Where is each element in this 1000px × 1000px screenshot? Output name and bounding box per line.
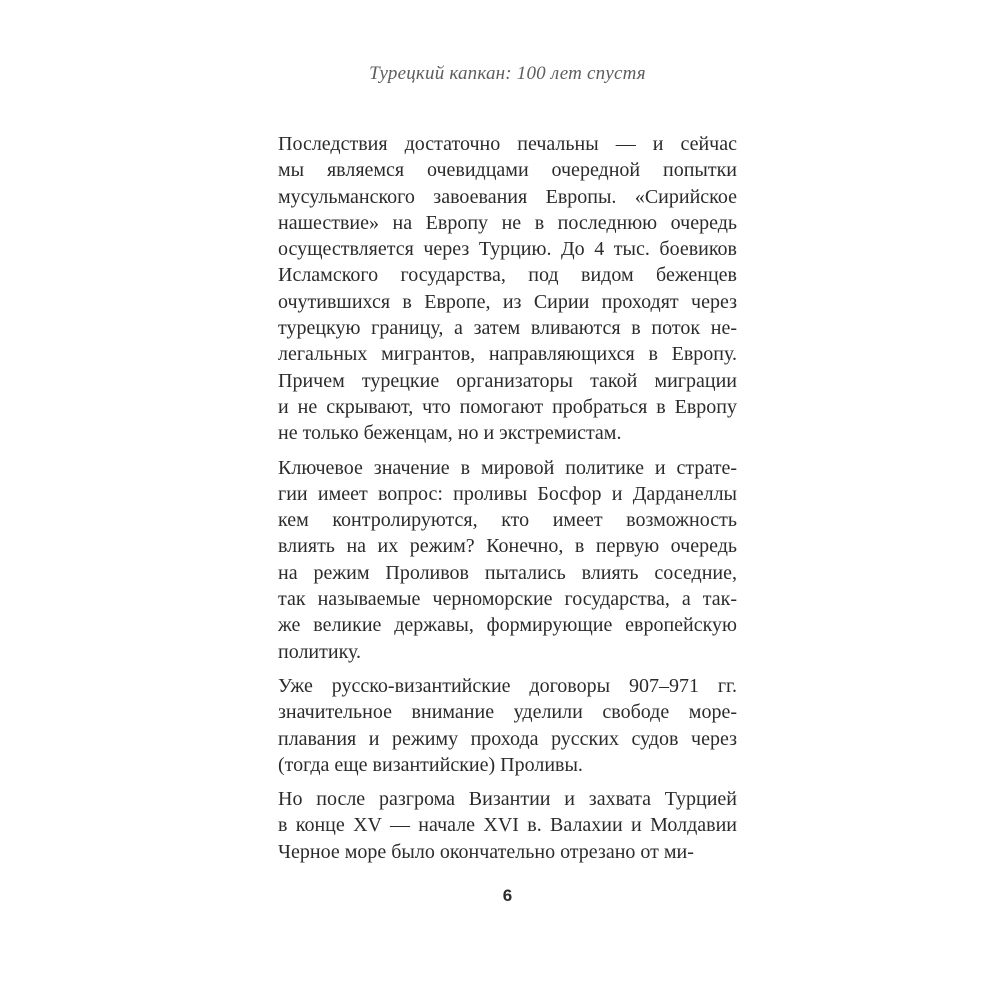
text-line: мы являемся очевидцами очередной попытки: [278, 159, 737, 182]
text-line: же великие державы, формирующие европейскую: [278, 614, 737, 637]
text-block: [278, 131, 737, 873]
text-line: и не скрывают, что помогают пробраться в Европу: [278, 395, 737, 418]
text-line: кем контролируются, кто имеет возможность: [278, 509, 737, 532]
text-line: легальных мигрантов, направляющихся в Европу.: [278, 343, 737, 366]
text-line: влиять на их режим? Конечно, в первую очередь: [278, 535, 737, 558]
text-line: Ключевое значение в мировой политике и страте-: [278, 456, 737, 479]
text-line: Но после разгрома Византии и захвата Турцией: [278, 788, 737, 811]
text-line: не только беженцам, но и экстремистам.: [278, 422, 622, 445]
paragraph: [278, 455, 737, 665]
paragraph: [278, 673, 737, 778]
text-line: на режим Проливов пытались влиять соседние,: [278, 561, 737, 584]
text-line: Исламского государства, под видом беженцев: [278, 264, 737, 287]
text-line: так называемые черноморские государства, а так-: [278, 588, 737, 611]
paragraph: [278, 786, 737, 865]
text-line: Последствия достаточно печальны — и сейчас: [278, 133, 737, 155]
text-line: в конце XV — начале XVI в. Валахии и Молдавии: [278, 814, 737, 837]
text-line: (тогда еще византийские) Проливы.: [278, 753, 583, 776]
running-title: Турецкий капкан: 100 лет спустя: [369, 63, 646, 84]
paragraph: [278, 131, 737, 447]
text-line: гии имеет вопрос: проливы Босфор и Дарданеллы: [278, 482, 737, 505]
text-line: очутившихся в Европе, из Сирии проходят через: [278, 290, 737, 313]
text-line: значительное внимание уделили свободе море-: [278, 701, 737, 724]
text-line: политику.: [278, 640, 361, 663]
text-line: Причем турецкие организаторы такой миграции: [278, 369, 737, 392]
text-line: мусульманского завоевания Европы. «Сирийское: [278, 185, 737, 208]
text-line: нашествие» на Европу не в последнюю очередь: [278, 211, 737, 234]
text-line: осуществляется через Турцию. До 4 тыс. боевиков: [278, 238, 737, 261]
text-line: Черное море было окончательно отрезано от ми-: [278, 840, 694, 863]
text-line: Уже русско-византийские договоры 907–971 гг.: [278, 674, 737, 697]
text-line: турецкую границу, а затем вливаются в поток не-: [278, 317, 737, 340]
page-number: 6: [502, 886, 513, 905]
text-line: плавания и режиму прохода русских судов через: [278, 727, 737, 750]
